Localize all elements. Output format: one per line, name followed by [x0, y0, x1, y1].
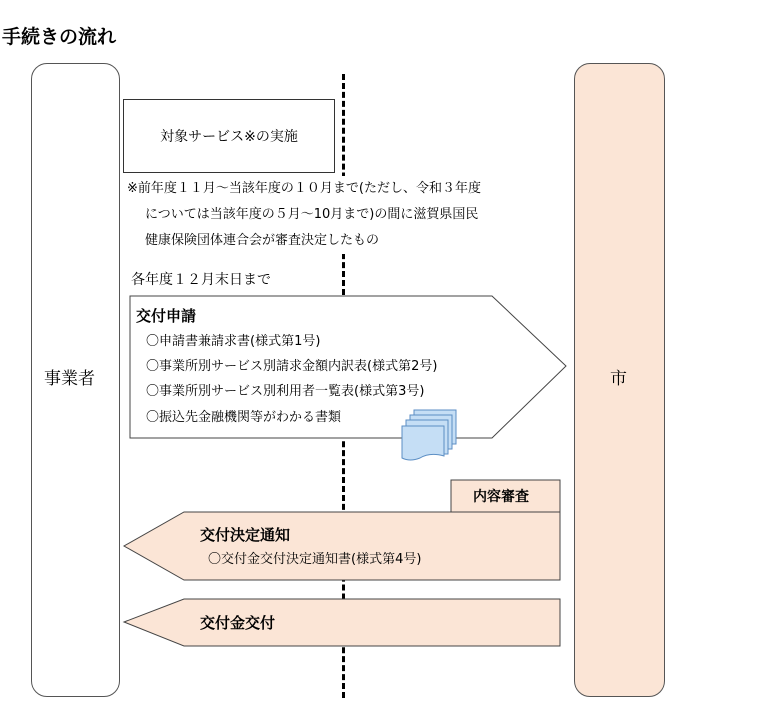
application-item-2: 〇事業所別サービス別請求金額内訳表(様式第2号) — [146, 359, 438, 374]
application-heading: 交付申請 — [136, 307, 197, 325]
city-lane-label: 市 — [610, 369, 627, 389]
application-item-4: 〇振込先金融機関等がわかる書類 — [146, 410, 342, 425]
decision-heading: 交付決定通知 — [200, 526, 291, 544]
note-line-3: 健康保険団体連合会が審査決定したもの — [145, 228, 379, 254]
application-item-1: 〇申請書兼請求書(様式第1号) — [146, 334, 321, 349]
review-label: 内容審査 — [473, 489, 529, 505]
page-title: 手続きの流れ — [2, 26, 117, 48]
note-line-2: については当該年度の５月～10月まで)の間に滋賀県国民 — [145, 202, 478, 228]
document-stack-icon — [402, 410, 456, 460]
payment-heading: 交付金交付 — [200, 614, 276, 632]
deadline-label: 各年度１２月末日まで — [131, 269, 271, 289]
decision-item: 〇交付金交付決定通知書(様式第4号) — [208, 552, 422, 567]
service-implementation-label: 対象サービス※の実施 — [160, 129, 298, 145]
operator-lane-label: 事業者 — [44, 369, 95, 389]
application-item-3: 〇事業所別サービス別利用者一覧表(様式第3号) — [146, 384, 425, 399]
payment-arrow — [124, 599, 560, 646]
note-line-1: ※前年度１１月～当該年度の１０月まで(ただし、令和３年度 — [127, 176, 481, 202]
